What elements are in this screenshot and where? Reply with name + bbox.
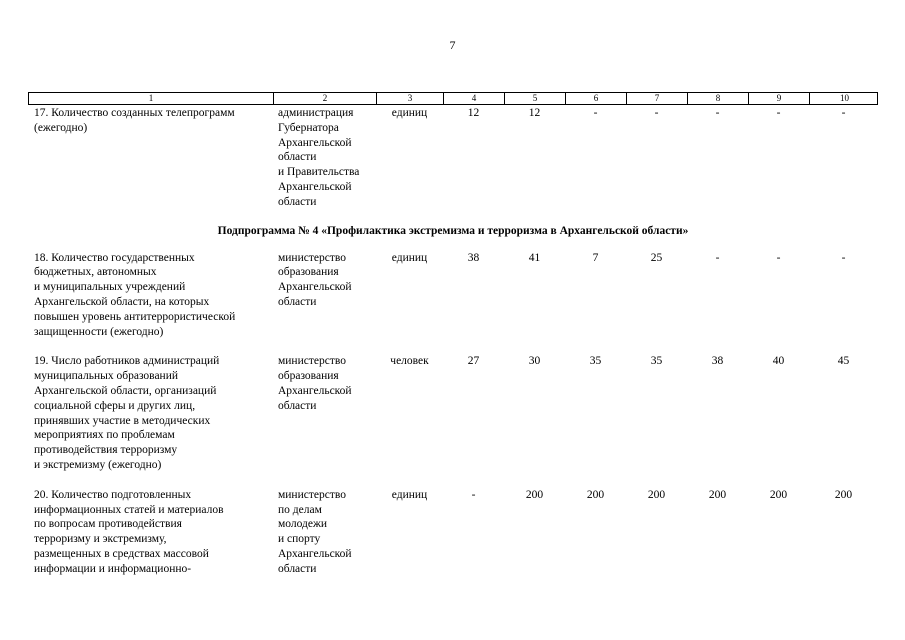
executor-cell: министерство по делам молодежи и спорту Архангельской области <box>278 488 352 575</box>
indicators-table <box>28 92 878 577</box>
value-cell: - <box>841 107 846 119</box>
table-row <box>28 354 878 472</box>
header-cell: 10 <box>840 93 849 103</box>
header-cell: 5 <box>505 93 566 104</box>
table-header-row <box>28 92 878 105</box>
value-cell: - <box>654 107 659 119</box>
value-cell: 200 <box>647 488 666 501</box>
value-cell: 200 <box>586 488 605 501</box>
value-cell: 45 <box>837 355 850 368</box>
indicator-cell: 18. Количество государственных бюджетных, автономных и муниципальных учреждений Архангельской области, на которых повышен уровень антитеррористической защищенности (ежегодно) <box>34 251 236 338</box>
value-cell: 12 <box>467 107 480 119</box>
value-cell: 200 <box>834 488 853 501</box>
value-cell: 30 <box>528 355 541 368</box>
value-cell: 40 <box>772 355 785 368</box>
value-cell: 25 <box>650 251 663 264</box>
table-row <box>28 251 878 340</box>
header-cell: 7 <box>627 93 688 104</box>
executor-cell: министерство образования Архангельской области <box>278 251 352 308</box>
value-cell: - <box>715 251 720 264</box>
header-cell: 2 <box>274 93 377 104</box>
value-cell: 12 <box>528 107 541 119</box>
indicator-cell: 20. Количество подготовленных информационных статей и материалов по вопросам противодействия терроризму и экстремизму, размещенных в средствах массовой информации и информационно- <box>34 488 224 575</box>
indicator-cell: 19. Число работников администраций муниципальных образований Архангельской области, организаций социальной сферы и других лиц, принявших участие в методических мероприятиях по проблемам противодействия терроризму и экстремизму (ежегодно) <box>34 355 220 471</box>
value-cell: - <box>593 107 598 119</box>
executor-cell: министерство образования Архангельской области <box>278 355 352 412</box>
value-cell: 27 <box>467 355 480 368</box>
value-cell: 35 <box>589 355 602 368</box>
value-cell: 41 <box>528 251 541 264</box>
value-cell: 38 <box>711 355 724 368</box>
header-cell: 3 <box>377 93 444 104</box>
table-row <box>28 488 878 577</box>
header-cell: 8 <box>688 93 749 104</box>
subprogram-heading: Подпрограмма № 4 «Профилактика экстремизма и терроризма в Архангельской области» <box>217 224 689 237</box>
unit-cell: единиц <box>391 488 428 501</box>
unit-cell: человек <box>390 355 429 368</box>
value-cell: - <box>841 251 846 264</box>
table-row <box>28 106 878 210</box>
indicator-cell: 17. Количество созданных телепрограмм (ежегодно) <box>34 107 235 134</box>
value-cell: 200 <box>769 488 788 501</box>
header-cell: 4 <box>444 93 505 104</box>
value-cell: - <box>776 251 781 264</box>
header-cell: 6 <box>566 93 627 104</box>
value-cell: 200 <box>525 488 544 501</box>
page-number: 7 <box>449 38 456 52</box>
header-cell: 9 <box>749 93 810 104</box>
value-cell: 35 <box>650 355 663 368</box>
value-cell: - <box>776 107 781 119</box>
unit-cell: единиц <box>391 107 428 119</box>
value-cell: - <box>471 488 476 501</box>
header-cell: 1 <box>29 93 274 104</box>
executor-cell: администрация Губернатора Архангельской области и Правительства Архангельской области <box>278 107 360 208</box>
value-cell: 38 <box>467 251 480 264</box>
value-cell: 200 <box>708 488 727 501</box>
value-cell: - <box>715 107 720 119</box>
value-cell: 7 <box>592 251 599 264</box>
unit-cell: единиц <box>391 251 428 264</box>
